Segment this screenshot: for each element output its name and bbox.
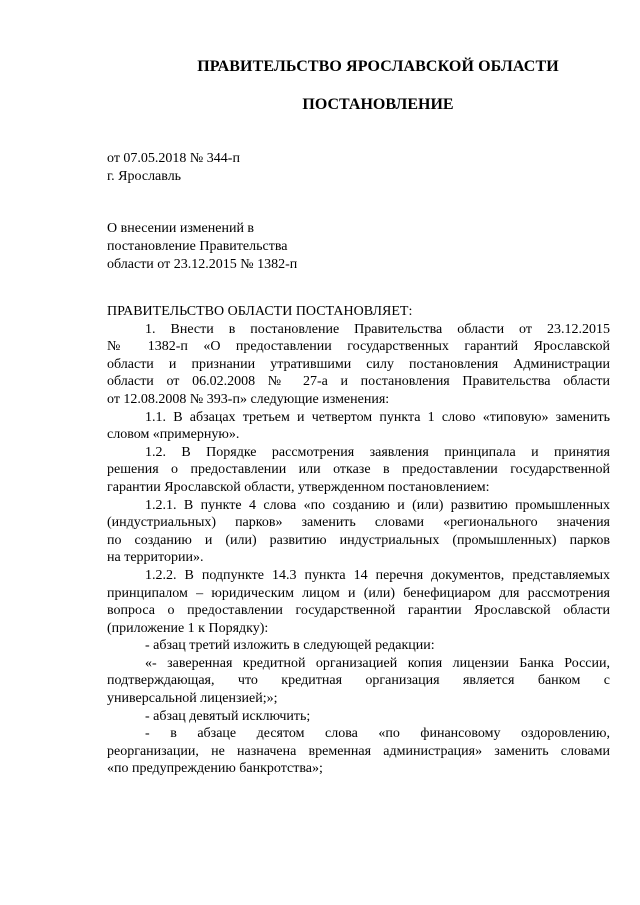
body-line: по созданию и (или) развитию индустриальных (промышленных) парков (107, 532, 610, 548)
body-line: универсальной лицензией;»; (107, 691, 278, 707)
document-subject (107, 220, 297, 274)
body-line: 1.1. В абзацах третьем и четвертом пункта 1 слово «типовую» заменить (145, 409, 610, 425)
body-line: (приложение 1 к Порядку): (107, 620, 269, 636)
body-line: принципалом – юридическим лицом и (или) бенефициаром для рассмотрения (107, 585, 610, 601)
subject-line: О внесении изменений в (107, 221, 255, 236)
subject-line: постановление Правительства (107, 239, 288, 254)
body-line: словом «примерную». (107, 427, 240, 443)
body-line: - абзац третий изложить в следующей редакции: (145, 638, 435, 654)
document-body (107, 303, 610, 778)
body-line: области от 06.02.2008 № 27-а и постановления Правительства области (107, 374, 610, 390)
body-line: (индустриальных) парков» заменить словами «регионального значения (107, 515, 610, 531)
body-line: 1.2.1. В пункте 4 слова «по созданию и (или) развитию промышленных (145, 497, 610, 513)
body-line: области и признании утратившими силу постановления Администрации (107, 356, 610, 372)
subject-line: области от 23.12.2015 № 1382-п (107, 257, 298, 272)
body-line: вопроса о предоставлении государственной гарантии Ярославской области (107, 603, 610, 619)
body-line: 1. Внести в постановление Правительства области от 23.12.2015 (145, 321, 610, 337)
city: г. Ярославль (107, 169, 182, 184)
body-line: от 12.08.2008 № 393-п» следующие изменения: (107, 391, 390, 407)
body-line: реорганизации, не назначена временная администрация» заменить словами (107, 743, 610, 759)
date-number: от 07.05.2018 № 344-п (107, 151, 240, 166)
body-line: гарантии Ярославской области, утвержденном постановлением: (107, 479, 490, 495)
body-line: «по предупреждению банкротства»; (107, 761, 323, 777)
body-line: 1.2. В Порядке рассмотрения заявления принципала и принятия (145, 444, 610, 460)
body-line: № 1382-п «О предоставлении государственных гарантий Ярославской (107, 339, 610, 355)
body-line: «- заверенная кредитной организацией копия лицензии Банка России, (145, 655, 610, 671)
document-meta (107, 150, 240, 186)
document-type: ПОСТАНОВЛЕНИЕ (302, 96, 454, 113)
body-line: 1.2.2. В подпункте 14.3 пункта 14 перечня документов, представляемых (145, 567, 610, 583)
body-line: подтверждающая, что кредитная организация является банком с (107, 673, 610, 689)
body-line: - в абзаце десятом слова «по финансовому оздоровлению, (145, 726, 610, 742)
organization-title: ПРАВИТЕЛЬСТВО ЯРОСЛАВСКОЙ ОБЛАСТИ (197, 58, 559, 75)
body-line: - абзац девятый исключить; (145, 708, 311, 724)
preamble: ПРАВИТЕЛЬСТВО ОБЛАСТИ ПОСТАНОВЛЯЕТ: (107, 304, 413, 319)
body-line: на территории». (107, 550, 204, 566)
body-line: решения о предоставлении или отказе в предоставлении государственной (107, 462, 610, 478)
